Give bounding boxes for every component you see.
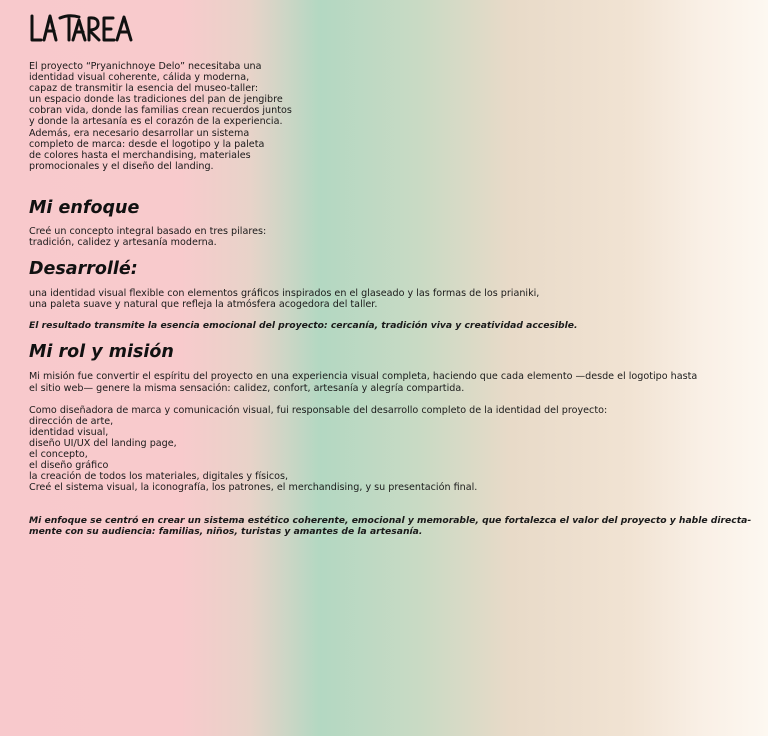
role-line: el diseño gráfico — [29, 460, 109, 472]
closing-line: Mi enfoque se centró en crear un sistema estético coherente, emocional y memorable, que fortalezca el valor del proyecto y hable directa- — [29, 515, 752, 527]
result-statement — [29, 320, 629, 331]
intro-line: identidad visual coherente, cálida y moderna, — [29, 72, 250, 84]
mission-line: Mi misión fue convertir el espíritu del proyecto en una experiencia visual completa, haciendo que cada elemento —desde el logotipo hasta — [29, 371, 698, 383]
desarrolle-paragraph — [29, 288, 629, 310]
role-line: el concepto, — [29, 448, 88, 460]
intro-line: Además, era necesario desarrollar un sistema — [29, 127, 250, 139]
intro-line: de colores hasta el merchandising, materiales — [29, 149, 251, 161]
intro-line: cobran vida, donde las familias crean recuerdos juntos — [29, 105, 292, 117]
enfoque-line: tradición, calidez y artesanía moderna. — [29, 237, 217, 249]
heading-desarrolle: Desarrollé: — [29, 259, 138, 280]
intro-line: completo de marca: desde el logotipo y la paleta — [29, 138, 265, 150]
page-content — [29, 10, 752, 538]
role-line: Creé el sistema visual, la iconografía, los patrones, el merchandising, y su presentación final. — [29, 482, 478, 494]
role-line: Como diseñadora de marca y comunicación visual, fui responsable del desarrollo completo de la identidad del proyecto: — [29, 404, 608, 416]
logo-wordmark — [29, 10, 139, 46]
closing-line: mente con su audiencia: familias, niños, turistas y amantes de la artesanía. — [29, 526, 423, 538]
role-line: la creación de todos los materiales, digitales y físicos, — [29, 471, 289, 483]
heading-mi-enfoque: Mi enfoque — [29, 197, 140, 218]
closing-statement — [29, 515, 752, 538]
enfoque-line: Creé un concepto integral basado en tres pilares: — [29, 225, 267, 237]
mission-line: el sitio web— genere la misma sensación: calidez, confort, artesanía y alegría compartida. — [29, 382, 465, 394]
result-line: El resultado transmite la esencia emocional del proyecto: cercanía, tradición viva y creatividad accesible. — [29, 320, 578, 332]
intro-line: y donde la artesanía es el corazón de la experiencia. — [29, 116, 283, 128]
intro-line: El proyecto “Pryanichnoye Delo” necesitaba una — [29, 61, 262, 72]
mission-paragraph — [29, 371, 698, 394]
desarrolle-line: una identidad visual flexible con elementos gráficos inspirados en el glaseado y las formas de los prianiki, — [29, 288, 540, 300]
intro-line: capaz de transmitir la esencia del museo-taller: — [29, 83, 259, 95]
heading-mi-rol: Mi rol y misión — [29, 342, 174, 363]
enfoque-paragraph — [29, 226, 629, 248]
role-line: dirección de arte, — [29, 415, 114, 427]
intro-line: un espacio donde las tradiciones del pan de jengibre — [29, 94, 283, 106]
intro-paragraph — [29, 61, 292, 172]
desarrolle-line: una paleta suave y natural que refleja la atmósfera acogedora del taller. — [29, 299, 378, 311]
intro-line: promocionales y el diseño del landing. — [29, 160, 214, 172]
role-paragraph — [29, 405, 629, 494]
logo — [29, 10, 629, 46]
role-line: identidad visual, — [29, 426, 109, 438]
role-line: diseño UI/UX del landing page, — [29, 437, 177, 449]
